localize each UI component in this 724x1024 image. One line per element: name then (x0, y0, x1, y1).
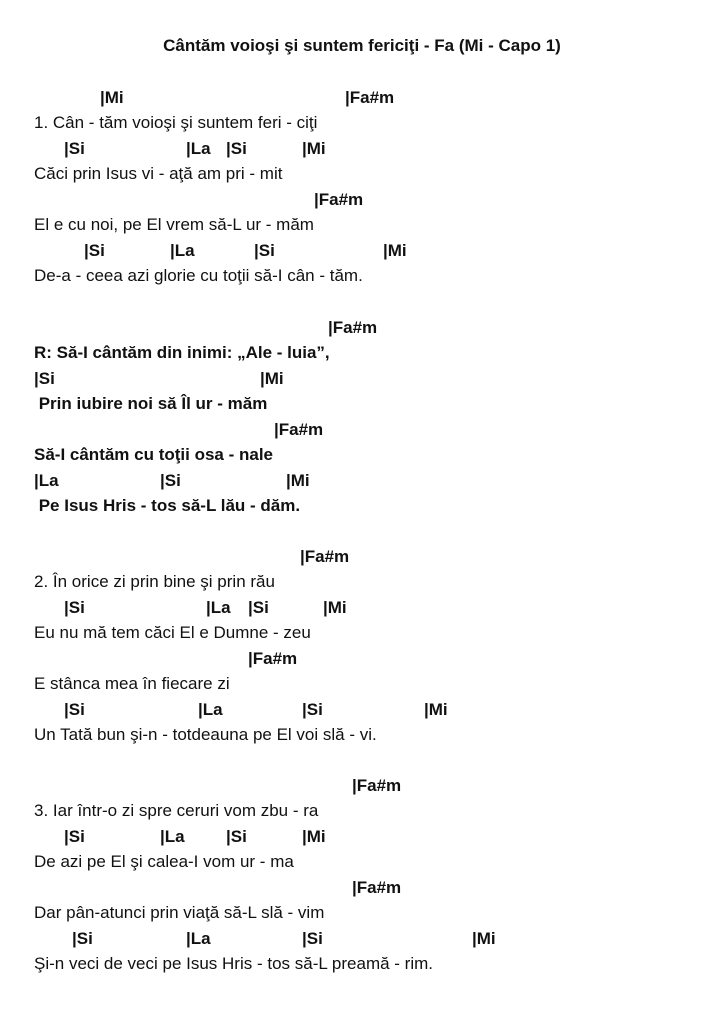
chord-line (0, 369, 724, 393)
chord-label: |Si (248, 598, 269, 617)
lyric-line: Să-I cântăm cu toţii osa - nale (34, 445, 274, 464)
chord-label: |Mi (383, 241, 407, 260)
chord-label: |La (186, 139, 211, 158)
lyric-line: Pe Isus Hris - tos să-L lău - dăm. (34, 496, 301, 515)
chord-label: |Si (302, 700, 323, 719)
chord-label: |Si (64, 598, 85, 617)
chord-line (0, 547, 724, 571)
chord-label: |Fa#m (300, 547, 350, 566)
lyric-line: Prin iubire noi să Îl ur - măm (34, 394, 268, 413)
chord-label: |Si (72, 929, 93, 948)
lyric-line: Dar pân-atunci prin viaţă să-L slă - vim (34, 903, 325, 922)
chord-line (0, 420, 724, 444)
chord-line (0, 700, 724, 724)
chord-line (0, 190, 724, 214)
chord-line (0, 878, 724, 902)
chord-label: |Fa#m (274, 420, 324, 439)
chord-label: |Fa#m (352, 878, 402, 897)
chord-label: |Si (226, 139, 247, 158)
chord-label: |La (198, 700, 223, 719)
chord-label: |Fa#m (248, 649, 298, 668)
chord-label: |Mi (286, 471, 310, 490)
lyric-line: De-a - ceea azi glorie cu toţii să-I cân - tăm. (34, 266, 363, 285)
chord-label: |La (186, 929, 211, 948)
chord-line (0, 649, 724, 673)
lyric-line: 2. În orice zi prin bine şi prin rău (34, 572, 275, 591)
chord-label: |Mi (302, 139, 326, 158)
chord-line (0, 241, 724, 265)
lyric-line: Şi-n veci de veci pe Isus Hris - tos să-L preamă - rim. (34, 954, 433, 973)
chord-line (0, 139, 724, 163)
chord-label: |Si (226, 827, 247, 846)
chord-label: |La (160, 827, 185, 846)
chord-label: |Si (160, 471, 181, 490)
chord-line (0, 827, 724, 851)
chord-label: |Fa#m (328, 318, 378, 337)
chord-label: |Mi (424, 700, 448, 719)
chord-label: |Si (302, 929, 323, 948)
lyric-line: Eu nu mă tem căci El e Dumne - zeu (34, 623, 311, 642)
chord-label: |Si (254, 241, 275, 260)
chord-line (0, 929, 724, 953)
lyric-line: De azi pe El şi calea-I vom ur - ma (34, 852, 294, 871)
song-title: Cântăm voioşi şi suntem fericiţi - Fa (Mi - Capo 1) (163, 36, 561, 55)
lyric-line: Căci prin Isus vi - aţă am pri - mit (34, 164, 283, 183)
chord-label: |Fa#m (314, 190, 364, 209)
chord-label: |Mi (302, 827, 326, 846)
chord-label: |La (34, 471, 59, 490)
chord-label: |Fa#m (352, 776, 402, 795)
lyric-line: 3. Iar într-o zi spre ceruri vom zbu - ra (34, 801, 319, 820)
lyric-line: E stânca mea în fiecare zi (34, 674, 230, 693)
chord-label: |Mi (260, 369, 284, 388)
chord-label: |Mi (100, 88, 124, 107)
chord-label: |Fa#m (345, 88, 395, 107)
lyric-line: Un Tată bun şi-n - totdeauna pe El voi slă - vi. (34, 725, 377, 744)
lyric-line: R: Să-I cântăm din inimi: „Ale - luia”, (34, 343, 330, 362)
chord-label: |La (206, 598, 231, 617)
lyric-line: El e cu noi, pe El vrem să-L ur - măm (34, 215, 314, 234)
chord-line (0, 88, 724, 112)
chord-line (0, 598, 724, 622)
lyric-line: 1. Cân - tăm voioşi şi suntem feri - ciţi (34, 113, 318, 132)
chord-label: |Si (64, 139, 85, 158)
chord-label: |Mi (472, 929, 496, 948)
chord-line (0, 318, 724, 342)
chord-label: |Si (34, 369, 55, 388)
chord-label: |Mi (323, 598, 347, 617)
chord-label: |Si (84, 241, 105, 260)
chord-line (0, 776, 724, 800)
chord-line (0, 471, 724, 495)
chord-label: |Si (64, 827, 85, 846)
chord-label: |Si (64, 700, 85, 719)
chord-label: |La (170, 241, 195, 260)
